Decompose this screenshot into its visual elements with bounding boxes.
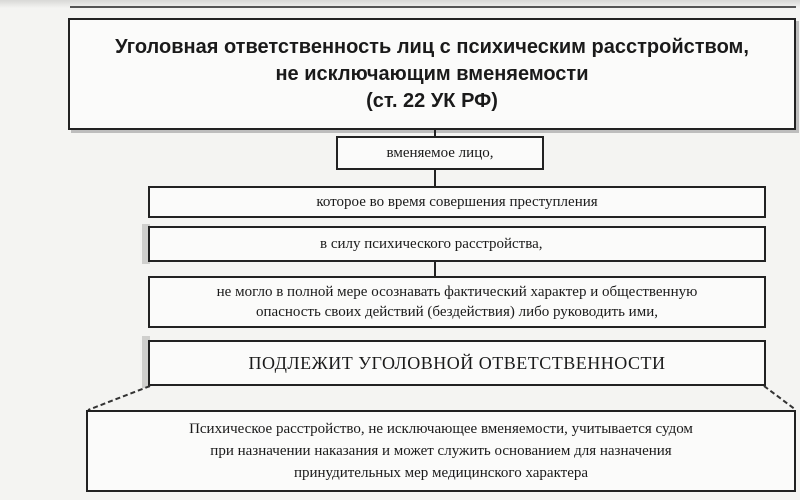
title-line-1: Уголовная ответственность лиц с психическим расстройством, <box>115 35 749 58</box>
note-left-diagonal <box>88 386 150 410</box>
step-text-2: которое во время совершения преступления <box>316 194 598 210</box>
note-line-1: Психическое расстройство, не исключающее вменяемости, учитывается судом <box>189 421 693 437</box>
step-text-3: в силу психического расстройства, <box>320 236 543 252</box>
note-box <box>86 410 796 492</box>
step-text-4-line-2: опасность своих действий (бездействия) либо руководить ими, <box>256 304 658 320</box>
step-text-4-line-1: не могло в полной мере осознавать фактический характер и общественную <box>216 284 698 300</box>
note-right-diagonal <box>764 386 796 410</box>
title-line-3: (ст. 22 УК РФ) <box>366 89 498 112</box>
step-text-1: вменяемое лицо, <box>386 145 494 161</box>
note-line-2: при назначении наказания и может служить основанием для назначения <box>210 443 672 459</box>
step-text-5: ПОДЛЕЖИТ УГОЛОВНОЙ ОТВЕТСТВЕННОСТИ <box>248 352 666 373</box>
note-line-3: принудительных мер медицинского характера <box>293 465 589 481</box>
title-line-2: не исключающим вменяемости <box>275 62 589 85</box>
